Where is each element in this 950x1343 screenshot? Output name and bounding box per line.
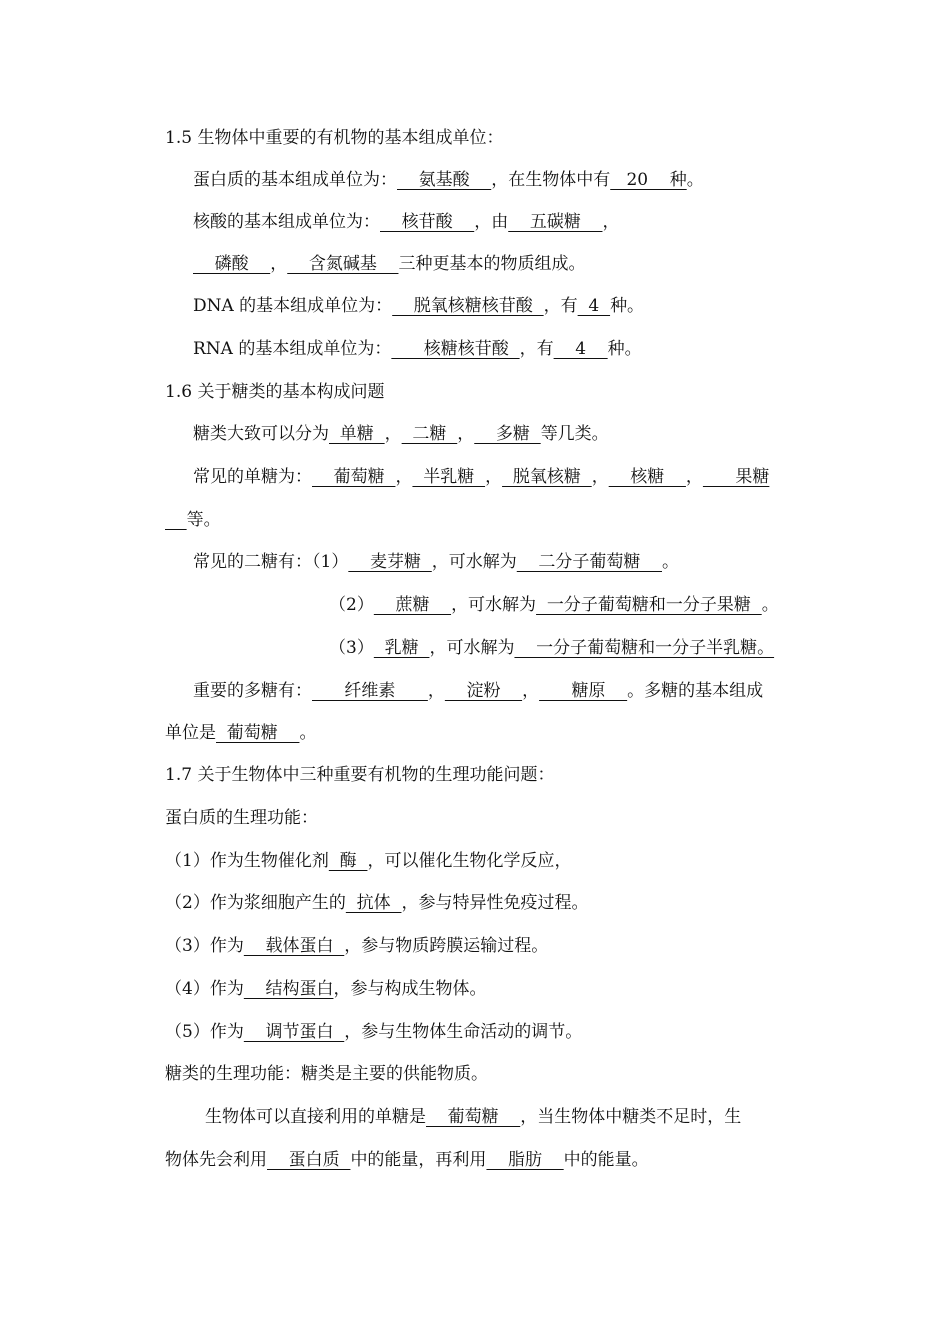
answer-blank: 核糖 — [608, 467, 686, 487]
energy-line-2 — [165, 1148, 649, 1172]
text: ， — [602, 212, 620, 232]
text: （5）作为 — [165, 1022, 244, 1042]
text: DNA 的基本组成单位为： — [193, 296, 393, 316]
text: 常见的单糖为： — [193, 467, 312, 487]
answer-blank: 半乳糖 — [412, 467, 486, 487]
answer-blank: 一分子葡萄糖和一分子果糖 — [536, 595, 762, 615]
text: ，有 — [519, 339, 554, 359]
text: 。 — [686, 170, 704, 190]
answer-blank: 纤维素 — [312, 681, 428, 701]
text: ，参与特异性免疫过程。 — [401, 893, 589, 913]
text: 。 — [299, 723, 317, 743]
text: （3）作为 — [165, 936, 244, 956]
text: ，可以催化生物化学反应， — [367, 851, 572, 871]
answer-blank: 单糖 — [329, 424, 385, 444]
answer-blank: 磷酸 — [193, 254, 271, 274]
text: （2）作为浆细胞产生的 — [165, 893, 346, 913]
answer-blank: 麦芽糖 — [348, 552, 432, 572]
answer-blank: 脱氧核糖核苷酸 — [392, 296, 544, 316]
sugar-classes-line — [193, 422, 609, 446]
text: ， — [457, 424, 475, 444]
text: 等。 — [186, 510, 221, 530]
text: 。 — [662, 552, 679, 572]
text: ， — [395, 467, 413, 487]
text: RNA 的基本组成单位为： — [193, 339, 392, 359]
text: ，可水解为 — [431, 552, 517, 572]
section-1-6-heading: 1.6 关于糖类的基本构成问题 — [165, 382, 385, 402]
text: ，在生物体中有 — [491, 170, 611, 190]
section-1-5-heading: 1.5 生物体中重要的有机物的基本组成单位： — [165, 128, 504, 148]
text: ，参与物质跨膜运输过程。 — [344, 936, 549, 956]
text: 重要的多糖有： — [193, 681, 312, 701]
answer-blank: 二糖 — [401, 424, 458, 444]
answer-blank: 多糖 — [474, 424, 541, 444]
answer-blank: 4 — [553, 339, 608, 359]
text: ， — [384, 424, 402, 444]
text: （4）作为 — [165, 979, 244, 999]
answer-blank: 核苷酸 — [380, 212, 475, 232]
answer-blank — [165, 510, 187, 530]
answer-blank: 蛋白质 — [267, 1150, 351, 1170]
function-item-4 — [165, 977, 486, 1001]
answer-blank: 抗体 — [345, 893, 402, 913]
nucleic-unit-line — [193, 210, 619, 234]
text: 等几类。 — [540, 424, 609, 444]
answer-blank: 果糖 — [702, 467, 770, 487]
answer-blank: 淀粉 — [444, 681, 523, 701]
text: 三种更基本的物质组成。 — [398, 254, 586, 274]
energy-line-1 — [205, 1105, 741, 1129]
text: 种。 — [607, 339, 642, 359]
answer-blank: 结构蛋白 — [243, 979, 334, 999]
answer-blank: 脱氧核糖 — [502, 467, 592, 487]
disaccharide-line-3 — [329, 636, 774, 660]
answer-blank: 葡萄糖 — [216, 723, 300, 743]
text: ，由 — [474, 212, 509, 232]
text: ，当生物体中糖类不足时，生 — [520, 1107, 742, 1127]
answer-blank: 脂肪 — [486, 1150, 564, 1170]
text: ，可水解为 — [451, 595, 537, 615]
protein-unit-line — [193, 168, 704, 192]
answer-blank: 五碳糖 — [508, 212, 603, 232]
disaccharide-line-2 — [329, 593, 779, 617]
answer-blank: 调节蛋白 — [243, 1022, 345, 1042]
answer-blank: 载体蛋白 — [243, 936, 345, 956]
text: 中的能量。 — [563, 1150, 649, 1170]
polysaccharide-line — [193, 679, 763, 703]
text: ， — [591, 467, 609, 487]
function-item-5 — [165, 1020, 582, 1044]
answer-blank: 含氮碱基 — [287, 254, 399, 274]
nucleic-unit-line-2 — [193, 252, 585, 276]
text: （3） — [329, 638, 374, 658]
answer-blank: 20 种 — [610, 170, 687, 190]
text: ，参与构成生物体。 — [333, 979, 487, 999]
text: ， — [427, 681, 445, 701]
text: ，参与生物体生命活动的调节。 — [344, 1022, 583, 1042]
text: 单位是 — [165, 723, 216, 743]
polysaccharide-line-2 — [165, 721, 316, 745]
sugar-function-line: 糖类的生理功能：糖类是主要的供能物质。 — [165, 1064, 488, 1084]
text: ，有 — [543, 296, 578, 316]
text: ， — [270, 254, 288, 274]
monosaccharide-line — [193, 465, 769, 489]
answer-blank: 酶 — [328, 851, 368, 871]
protein-function-heading: 蛋白质的生理功能： — [165, 808, 318, 828]
text: ， — [685, 467, 703, 487]
rna-unit-line — [193, 337, 642, 361]
text: 糖类大致可以分为 — [193, 424, 329, 444]
text: 中的能量，再利用 — [350, 1150, 487, 1170]
text: 核酸的基本组成单位为： — [193, 212, 380, 232]
text: ， — [522, 681, 540, 701]
monosaccharide-line-2 — [165, 508, 221, 532]
text: 物体先会利用 — [165, 1150, 267, 1170]
answer-blank: 氨基酸 — [397, 170, 492, 190]
section-1-7-heading: 1.7 关于生物体中三种重要有机物的生理功能问题： — [165, 765, 555, 785]
text: （2） — [329, 595, 374, 615]
text: 。多糖的基本组成 — [627, 681, 764, 701]
answer-blank: 一分子葡萄糖和一分子半乳糖。 — [514, 638, 775, 658]
answer-blank: 二分子葡萄糖 — [516, 552, 662, 572]
answer-blank: 糖原 — [539, 681, 628, 701]
function-item-1 — [165, 849, 571, 873]
text: 蛋白质的基本组成单位为： — [193, 170, 397, 190]
dna-unit-line — [193, 294, 644, 318]
answer-blank: 4 — [577, 296, 611, 316]
text: （1）作为生物催化剂 — [165, 851, 329, 871]
answer-blank: 乳糖 — [373, 638, 430, 658]
text: ， — [485, 467, 503, 487]
text: 种。 — [610, 296, 645, 316]
answer-blank: 葡萄糖 — [426, 1107, 521, 1127]
disaccharide-line-1 — [193, 550, 679, 574]
text: 常见的二糖有：（1） — [193, 552, 349, 572]
answer-blank: 蔗糖 — [373, 595, 452, 615]
function-item-2 — [165, 891, 588, 915]
function-item-3 — [165, 934, 548, 958]
text: 生物体可以直接利用的单糖是 — [205, 1107, 426, 1127]
answer-blank: 核糖核苷酸 — [391, 339, 520, 359]
text: 。 — [761, 595, 779, 615]
answer-blank: 葡萄糖 — [312, 467, 396, 487]
text: ，可水解为 — [429, 638, 515, 658]
